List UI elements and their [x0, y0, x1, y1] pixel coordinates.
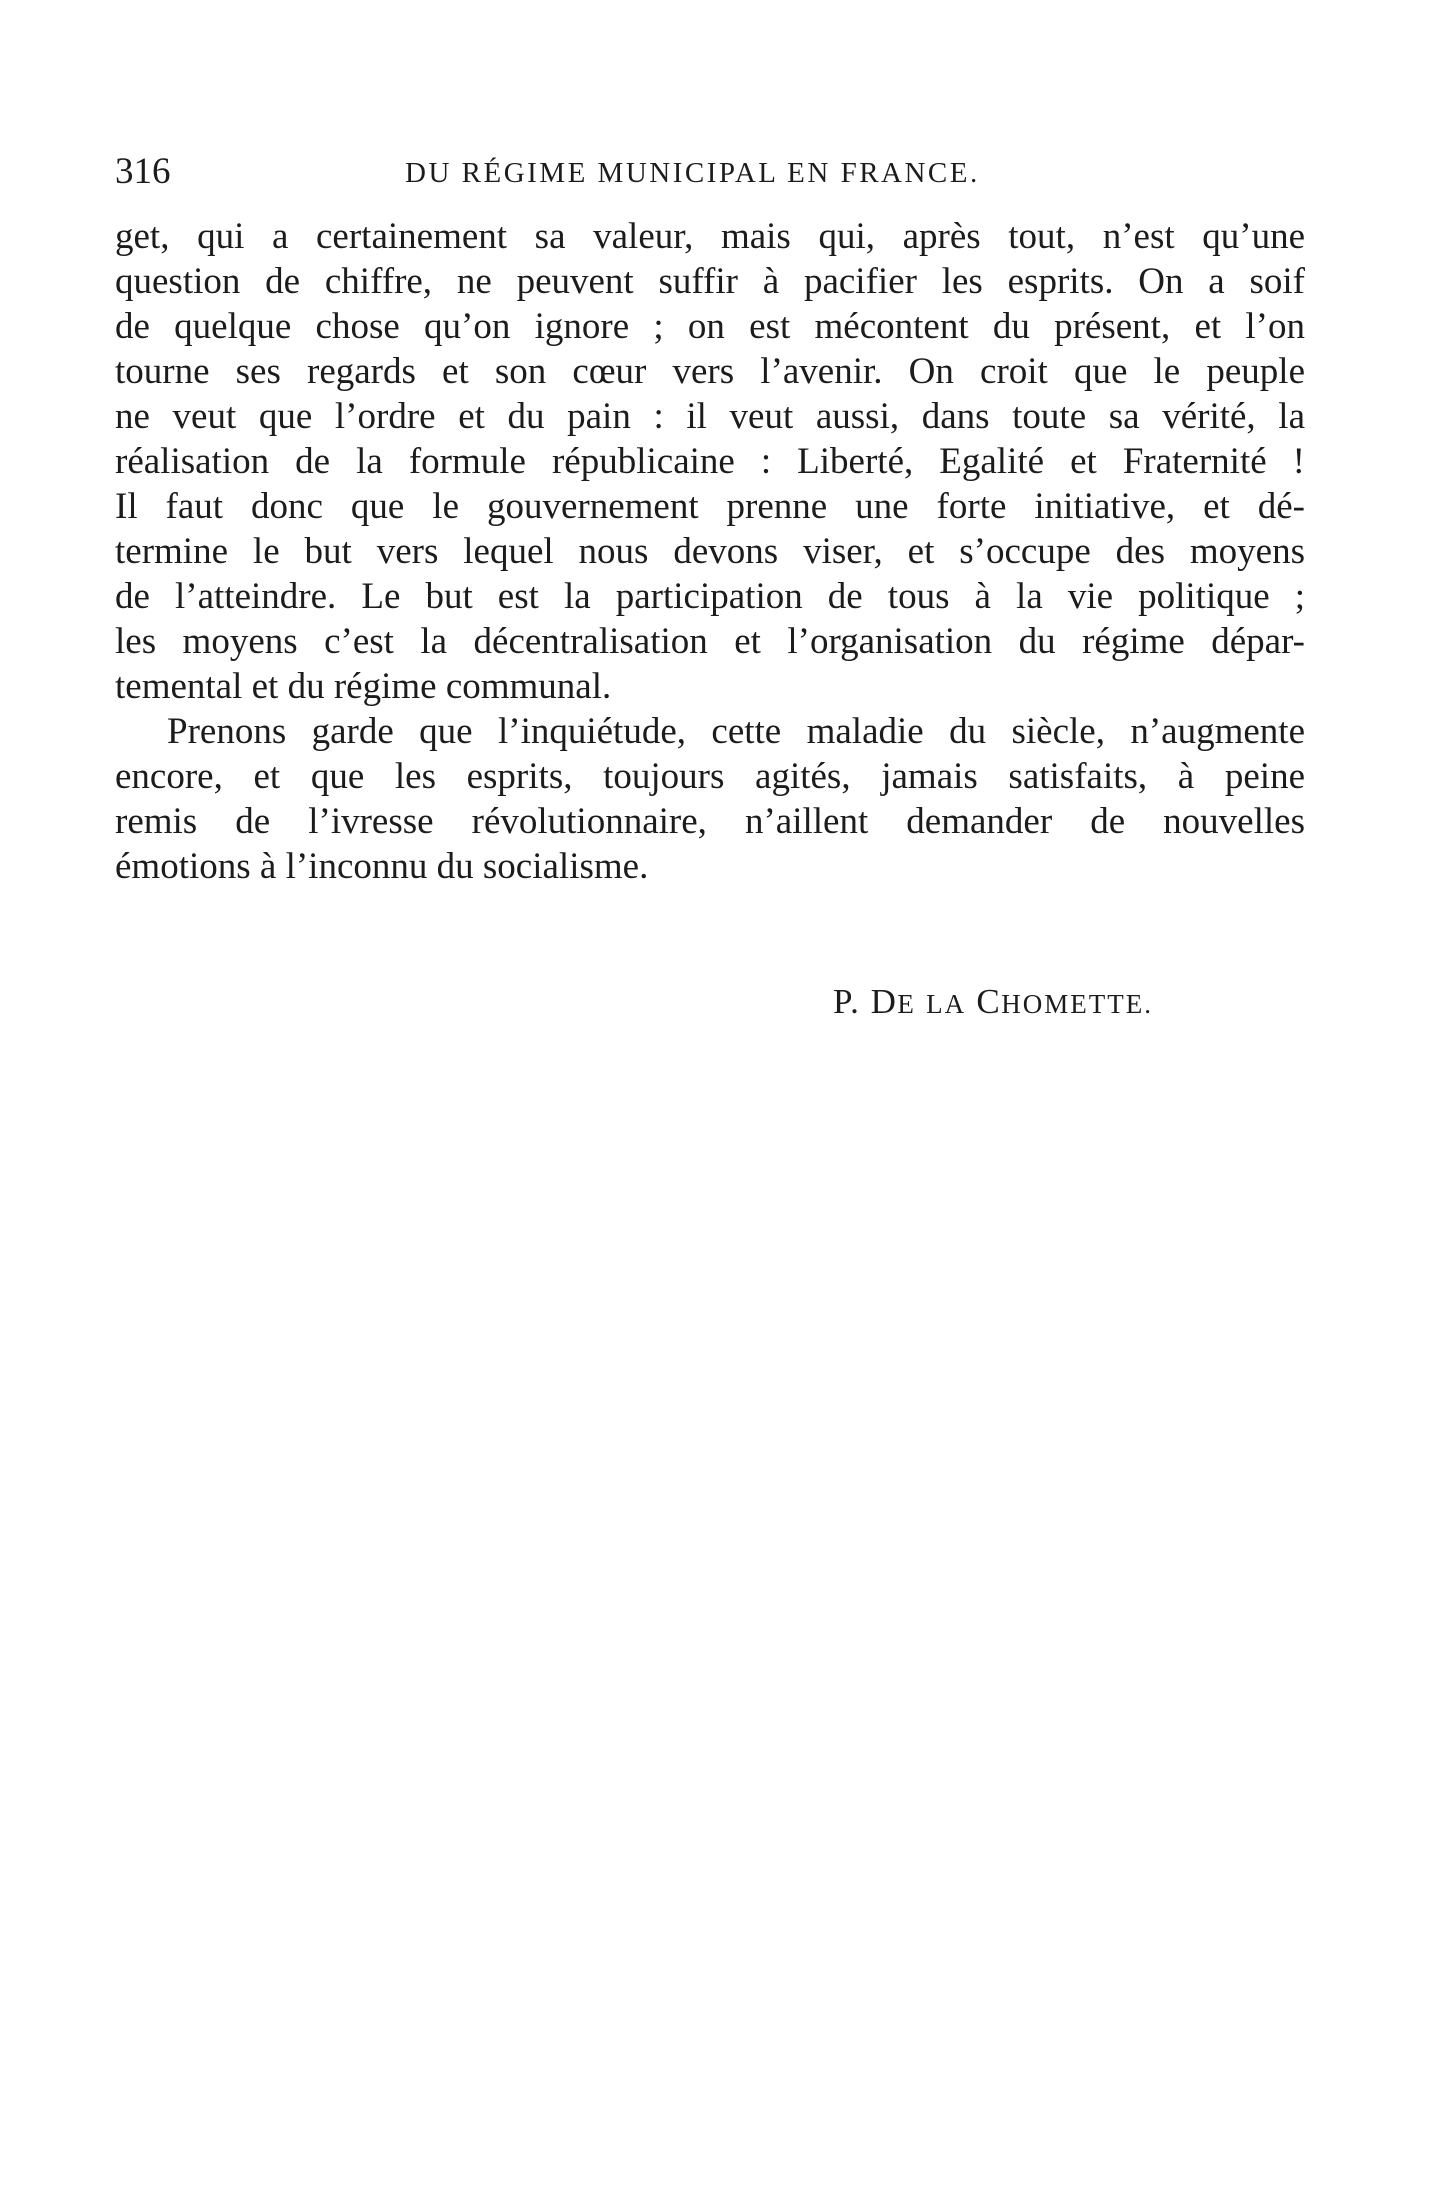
text-line: Prenons garde que l’inquiétude, cette maladie du siècle, n’augmente	[167, 711, 1305, 752]
text-line: encore, et que les esprits, toujours agités, jamais satisfaits, à peine	[115, 756, 1305, 797]
signature-initial: P.	[833, 982, 861, 1021]
text-line: remis de l’ivresse révolutionnaire, n’aillent demander de nouvelles	[115, 801, 1305, 842]
text-line: temental et du régime communal.	[115, 666, 612, 707]
paragraph-1	[115, 214, 1305, 709]
text-line: de quelque chose qu’on ignore ; on est mécontent du présent, et l’on	[115, 306, 1305, 347]
text-line: les moyens c’est la décentralisation et l’organisation du régime dépar-	[115, 621, 1305, 662]
text-line: ne veut que l’ordre et du pain : il veut aussi, dans toute sa vérité, la	[115, 396, 1305, 437]
text-line: tourne ses regards et son cœur vers l’avenir. On croit que le peuple	[115, 351, 1305, 392]
paragraph-2	[115, 709, 1305, 889]
signature-surname: CHOMETTE.	[976, 982, 1153, 1021]
body-text	[115, 214, 1305, 889]
author-signature	[833, 980, 1153, 1026]
text-line: émotions à l’inconnu du socialisme.	[115, 846, 649, 887]
text-line: get, qui a certainement sa valeur, mais qui, après tout, n’est qu’une	[115, 216, 1305, 257]
text-line: termine le but vers lequel nous devons viser, et s’occupe des moyens	[115, 531, 1305, 572]
signature-article: LA	[926, 989, 967, 1019]
signature-particle: DE	[870, 982, 916, 1021]
text-line: de l’atteindre. Le but est la participation de tous à la vie politique ;	[115, 576, 1305, 617]
text-line: question de chiffre, ne peuvent suffir à pacifier les esprits. On a soif	[115, 261, 1305, 302]
text-line: Il faut donc que le gouvernement prenne une forte initiative, et dé-	[115, 486, 1305, 527]
running-head	[115, 150, 1305, 194]
page-number: 316	[115, 151, 171, 192]
running-title: DU RÉGIME MUNICIPAL EN FRANCE.	[405, 157, 980, 189]
text-line: réalisation de la formule républicaine : Liberté, Egalité et Fraternité !	[115, 441, 1305, 482]
